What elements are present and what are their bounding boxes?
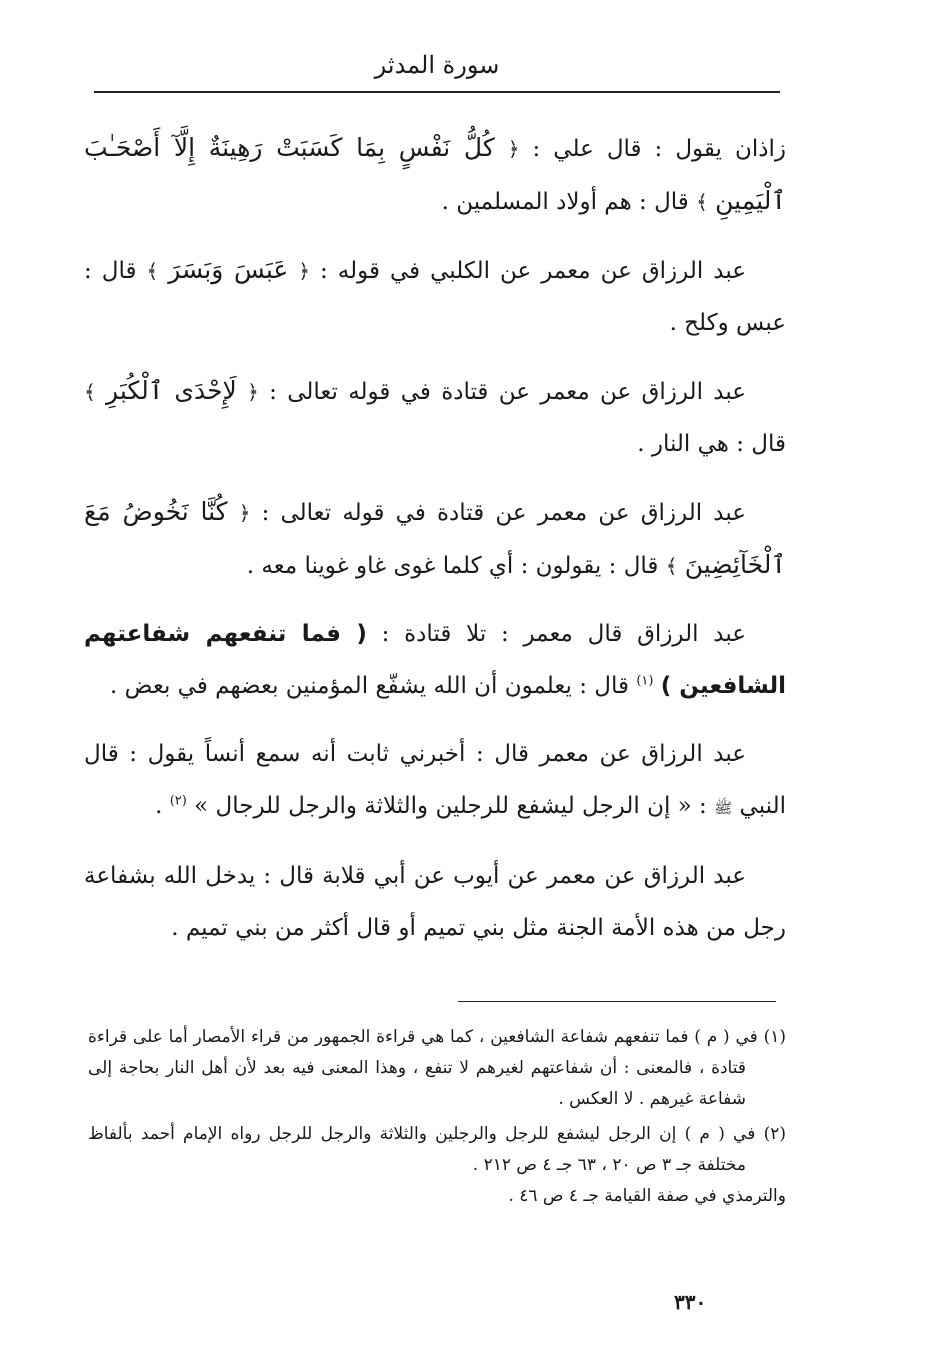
paragraph-5 [84,608,786,712]
footnote-ref-2[interactable]: (٢) [169,793,187,809]
quran-verse: لَإِحْدَى ٱلْكُبَرِ [106,376,237,405]
footnote-divider [458,1001,776,1002]
footnote-1 [88,1022,786,1115]
header-divider [94,91,780,93]
quran-verse: كُلُّ نَفْسٍ بِمَا كَسَبَتْ رَهِينَةٌ إِلَّآ أَصْحَـٰبَ ٱلْيَمِينِ [84,133,786,215]
paragraph-6-end: . [155,793,163,819]
paragraph-4 [84,486,786,592]
footnote-ref-1[interactable]: (١) [636,673,654,689]
paragraph-7-text: عبد الرزاق عن معمر عن أيوب عن أبي قلابة قال : يدخل الله بشفاعة رجل من هذه الأمة الجنة مثل بني تميم أو قال أكثر من بني تميم . [84,863,786,941]
quran-close-bracket: ﴾ [84,380,96,404]
paragraph-4-text: عبد الرزاق عن معمر عن قتادة في قوله تعالى : [261,500,747,526]
paragraph-2 [84,244,786,349]
quran-verse: كُنَّا نَخُوضُ مَعَ ٱلْخَآئِضِينَ [84,497,786,579]
hadith-quote: : « إن الرجل ليشفع للرجلين والثلاثة والرجل للرجال » [194,793,707,819]
paragraph-6-text: عبد الرزاق عن معمر قال : أخبرني ثابت أنه سمع أنساً يقول : قال النبي [84,741,786,819]
paragraph-1-text: زاذان يقول : قال علي : [532,136,787,162]
paragraph-1 [84,122,786,228]
page-number: ٣٣٠ [674,1290,707,1314]
paragraph-2-text: عبد الرزاق عن معمر عن الكلبي في قوله : [320,258,746,284]
paragraph-5-text: عبد الرزاق قال معمر : تلا قتادة : [381,621,746,647]
quran-open-bracket: ﴿ [247,380,259,404]
quran-open-bracket: ﴿ [298,259,311,283]
footnote-1-line-2: قتادة ، فالمعنى : أن شفاعتهم لغيرهم لا تنفع ، وهذا المعنى فيه بعد لأن أهل النار بحاجة إلى [88,1058,746,1078]
paragraph-5-comment: قال : يعلمون أن الله يشفّع المؤمنين بعضهم في بعض . [110,673,630,699]
paragraph-4-comment: قال : يقولون : أي كلما غوى غاو غوينا معه . [246,553,659,579]
paragraph-7 [84,850,786,954]
footnote-1-line-3: شفاعة غيرهم . لا العكس . [558,1089,746,1109]
running-head: سورة المدثر [374,51,500,79]
paragraph-3-text: عبد الرزاق عن معمر عن قتادة في قوله تعالى : [269,379,747,405]
quran-verse: عَبَسَ وَبَسَرَ [168,255,289,284]
quran-close-bracket: ﴾ [696,190,708,214]
quran-open-bracket: ﴿ [507,137,520,161]
footnote-2-line-2: مختلفة جـ ٣ ص ٢٠ ، ٦٣ جـ ٤ ص ٢١٢ . [472,1155,746,1175]
quran-open-bracket: ﴿ [238,501,251,525]
footnote-1-line-1: (١) في ( م ) فما تنفعهم شفاعة الشافعين ، كما هي قراءة الجمهور من قراء الأمصار أما على قراءة [88,1027,786,1047]
salutation-glyph: ﷺ [714,799,733,817]
recitation-bold: ( فما تنفعهم شفاعتهم الشافعين ) [84,621,786,699]
footnotes [88,1022,786,1216]
footnote-2 [88,1119,786,1212]
footnote-2-line-1: (٢) في ( م ) إن الرجل ليشفع للرجل والرجلين والثلاثة والرجل للرجل رواه الإمام أحمد بألفاظ [88,1124,786,1144]
paragraph-1-comment: قال : هم أولاد المسلمين . [441,189,689,215]
main-text [84,122,786,970]
paragraph-2-comment: قال : عبس وكلح . [84,258,786,336]
quran-close-bracket: ﴾ [665,554,678,578]
paragraph-3-comment: قال : هي النار . [637,431,786,457]
paragraph-3 [84,365,786,470]
paragraph-6 [84,728,786,834]
footnote-2-line-3: والترمذي في صفة القيامة جـ ٤ ص ٤٦ . [508,1186,786,1206]
quran-close-bracket: ﴾ [146,259,159,283]
